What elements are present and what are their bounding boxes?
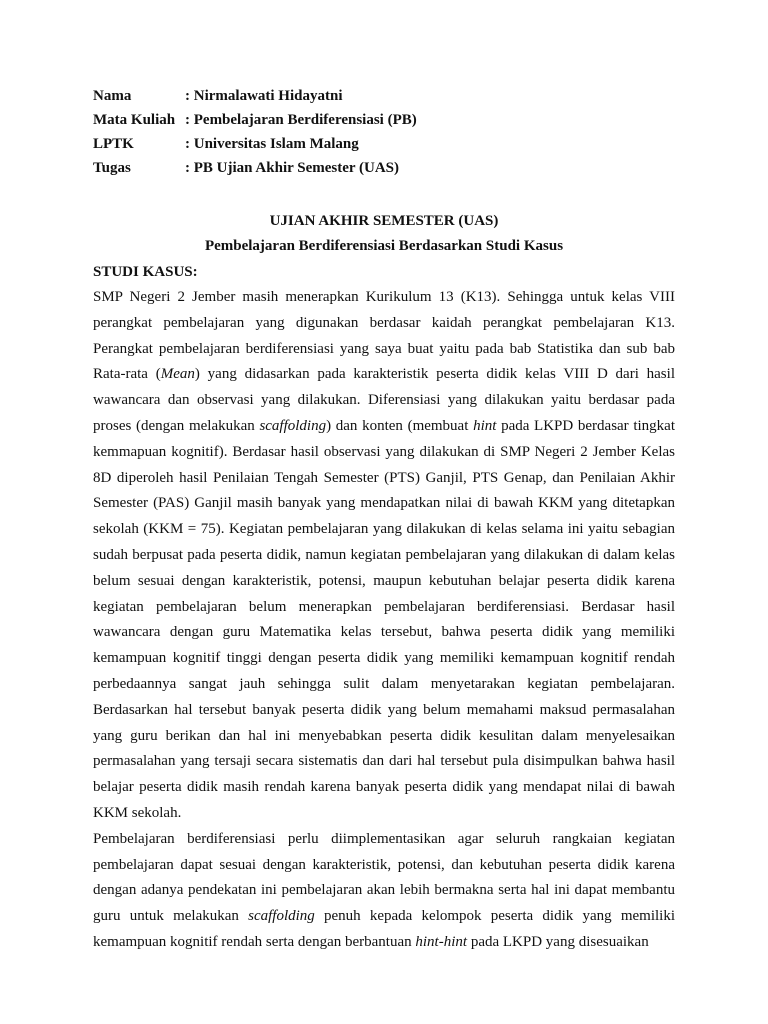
student-info-block xyxy=(93,84,417,180)
paragraph-differentiation xyxy=(93,827,675,956)
paragraph1-emphasis-scaffolding: scaffolding xyxy=(259,417,327,434)
paragraph2-emphasis-hint-hint: hint-hint xyxy=(415,933,468,950)
paragraph2-text-2: penuh kepada kelompok peserta didik yang memiliki kemampuan kognitif rendah serta dengan berbantuan xyxy=(93,908,675,950)
paragraph1-text-4: pada LKPD berdasar tingkat kemmapuan kognitif). Berdasar hasil observasi yang dilakukan di SMP Negeri 2 Jember Kelas 8D diperoleh hasil Penilaian Tengah Semester (PTS) Ganjil, PTS Genap, dan Penilaian Akhir Semester (PAS) Ganjil masih banyak yang mendapatkan nilai di bawah KKM yang ditetapkan sekolah (KKM = 75). Kegiatan pembelajaran yang dilakukan di kelas selama ini yaitu sebagian sudah berpusat pada peserta didik, namun kegiatan pembelajaran yang dilakukan di dalam kelas belum sesuai dengan karakteristik, potensi, maupun kebutuhan belajar peserta didik karena kegiatan pembelajaran belum menerapkan pembelajaran berdiferensiasi. Berdasar hasil wawancara dengan guru Matematika kelas tersebut, bahwa peserta didik yang memiliki kemampuan kognitif tinggi dengan peserta didik yang memiliki kemampuan kognitif rendah perbedaannya sangat jauh sehingga sulit dalam menyetarakan kegiatan pembelajaran. Berdasarkan hal tersebut banyak peserta didik yang belum memahami maksud permasalahan yang guru berikan dan hal ini menyebabkan peserta didik kesulitan dalam menyelesaikan permasalahan yang tersaji secara sistematis dan dari hal tersebut pula disimpulkan bahwa hasil belajar peserta didik masih rendah karena banyak peserta didik yang mendapat nilai di bawah KKM sekolah. xyxy=(93,417,676,821)
section-heading: STUDI KASUS: xyxy=(93,264,198,280)
body-text xyxy=(93,285,675,956)
document-title: UJIAN AKHIR SEMESTER (UAS) xyxy=(269,213,499,229)
lptk-value: : Universitas Islam Malang xyxy=(185,136,359,152)
paragraph1-text-3: ) dan konten (membuat xyxy=(326,417,474,434)
paragraph1-emphasis-mean: Mean xyxy=(160,366,195,383)
info-row-nama xyxy=(93,84,417,108)
document-subtitle: Pembelajaran Berdiferensiasi Berdasarkan Studi Kasus xyxy=(204,238,564,254)
title-block xyxy=(93,209,675,259)
tugas-value: : PB Ujian Akhir Semester (UAS) xyxy=(185,160,400,176)
paragraph2-emphasis-scaffolding: scaffolding xyxy=(248,908,315,925)
paragraph1-text-1: SMP Negeri 2 Jember masih menerapkan Kurikulum 13 (K13). Sehingga untuk kelas VIII perangkat pembelajaran yang digunakan berdasar kaidah perangkat pembelajaran K13. Perangkat pembelajaran berdiferensiasi yang saya buat yaitu pada bab Statistika dan sub bab Rata-rata ( xyxy=(93,289,675,383)
paragraph2-text-1: Pembelajaran berdiferensiasi perlu diimplementasikan agar seluruh rangkaian kegiatan pembelajaran dapat sesuai dengan karakteristik, potensi, dan kebutuhan peserta didik karena dengan adanya pendekatan ini pembelajaran akan lebih bermakna serta hal ini dapat membantu guru untuk melakukan xyxy=(93,830,675,925)
mata-kuliah-label: Mata Kuliah xyxy=(93,112,176,128)
info-row-mata-kuliah xyxy=(93,108,417,132)
paragraph-case-study xyxy=(93,285,675,827)
paragraph1-text-2: ) yang didasarkan pada karakteristik peserta didik kelas VIII D dari hasil wawancara dan observasi yang dilakukan. Diferensiasi yang dilakukan yaitu berdasar pada proses (dengan melakukan xyxy=(93,366,675,434)
info-row-lptk xyxy=(93,132,417,156)
mata-kuliah-value: : Pembelajaran Berdiferensiasi (PB) xyxy=(185,112,417,128)
info-row-tugas xyxy=(93,156,417,180)
nama-label: Nama xyxy=(93,88,132,104)
nama-value: : Nirmalawati Hidayatni xyxy=(185,88,343,104)
paragraph2-text-3: pada LKPD yang disesuaikan xyxy=(467,933,649,950)
paragraph1-emphasis-hint: hint xyxy=(473,417,497,434)
tugas-label: Tugas xyxy=(93,160,131,176)
lptk-label: LPTK xyxy=(93,136,134,152)
